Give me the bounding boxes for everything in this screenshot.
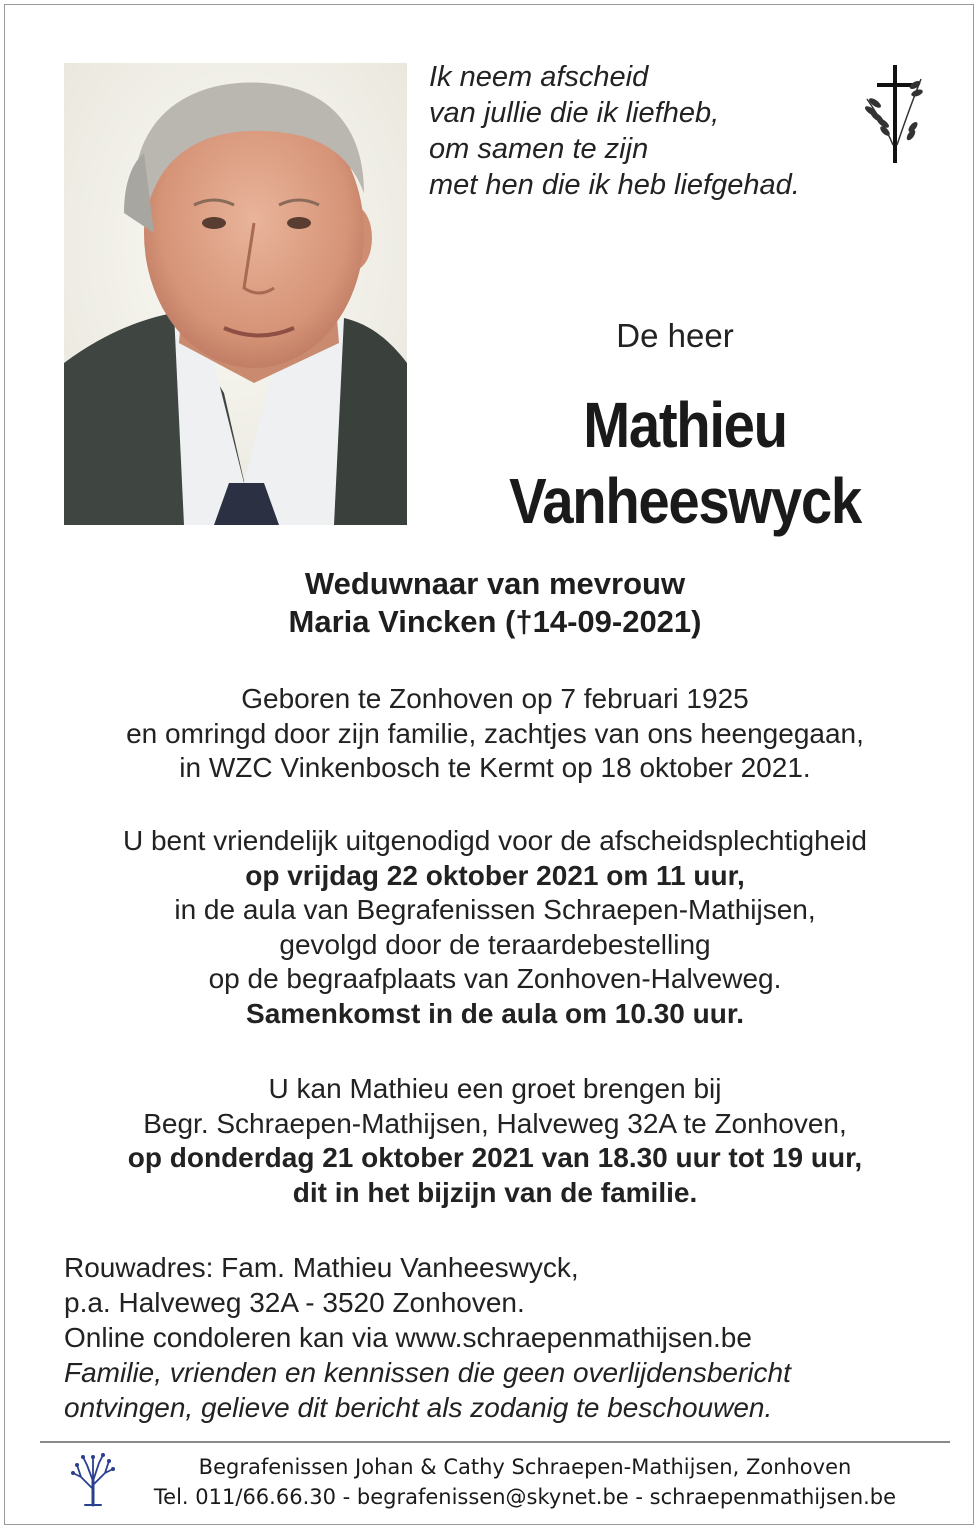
portrait-photo [64, 63, 407, 525]
death-line: en omringd door zijn familie, zachtjes van ons heengegaan, [126, 717, 864, 749]
deceased-name [474, 387, 896, 539]
last-name: Vanheeswyck [509, 465, 861, 537]
footer-divider [40, 1441, 950, 1443]
ceremony-date: op vrijdag 22 oktober 2021 om 11 uur, [245, 859, 745, 891]
spouse-name: Maria Vincken (†14-09-2021) [288, 604, 702, 639]
address-line: p.a. Halveweg 32A - 3520 Zonhoven. [64, 1287, 525, 1318]
address-line: Rouwadres: Fam. Mathieu Vanheeswyck, [64, 1252, 579, 1283]
mourning-address [64, 1250, 791, 1425]
visitation-line: U kan Mathieu een groet brengen bij [268, 1073, 722, 1104]
birth-death-info [5, 682, 980, 786]
first-name: Mathieu [583, 389, 787, 461]
poem-line: om samen te zijn [429, 133, 649, 165]
visitation-family: dit in het bijzijn van de familie. [292, 1176, 698, 1208]
ceremony-info [5, 824, 980, 1031]
notice-line: Familie, vrienden en kennissen die geen overlijdensbericht [64, 1357, 791, 1388]
death-place-line: in WZC Vinkenbosch te Kermt op 18 oktober 2021. [179, 752, 811, 783]
funeral-home-name: Begrafenissen Johan & Cathy Schraepen-Mathijsen, Zonhoven [198, 1455, 852, 1479]
gathering-time: Samenkomst in de aula om 10.30 uur. [246, 997, 744, 1029]
salutation: De heer [616, 317, 734, 354]
poem-line: van jullie die ik liefheb, [429, 97, 720, 129]
farewell-poem [429, 59, 849, 203]
widower-line: Weduwnaar van mevrouw [304, 566, 686, 601]
cross-with-wheat-icon [855, 65, 935, 165]
ceremony-invite: U bent vriendelijk uitgenodigd voor de afscheidsplechtigheid [122, 825, 868, 856]
funeral-home-contact: Tel. 011/66.66.30 - begrafenissen@skynet.be - schraepenmathijsen.be [153, 1485, 897, 1509]
obituary-card [4, 4, 974, 1525]
poem-line: Ik neem afscheid [429, 61, 649, 93]
ceremony-place: in de aula van Begrafenissen Schraepen-Mathijsen, [174, 894, 816, 925]
visitation-info [5, 1072, 980, 1210]
visitation-date: op donderdag 21 oktober 2021 van 18.30 uur tot 19 uur, [127, 1142, 863, 1173]
ceremony-followed: gevolgd door de teraardebestelling [279, 928, 711, 960]
visitation-address: Begr. Schraepen-Mathijsen, Halveweg 32A te Zonhoven, [143, 1107, 847, 1139]
birth-line: Geboren te Zonhoven op 7 februari 1925 [241, 683, 749, 714]
funeral-home-footer [135, 1452, 915, 1512]
poem-line: met hen die ik heb liefgehad. [429, 169, 800, 201]
notice-line: ontvingen, gelieve dit bericht als zodanig te beschouwen. [64, 1392, 773, 1423]
ceremony-cemetery: op de begraafplaats van Zonhoven-Halveweg. [208, 963, 782, 994]
widower-of [5, 565, 980, 641]
condolence-link[interactable]: Online condoleren kan via www.schraepenmathijsen.be [64, 1322, 752, 1353]
tree-logo-icon [67, 1451, 119, 1507]
